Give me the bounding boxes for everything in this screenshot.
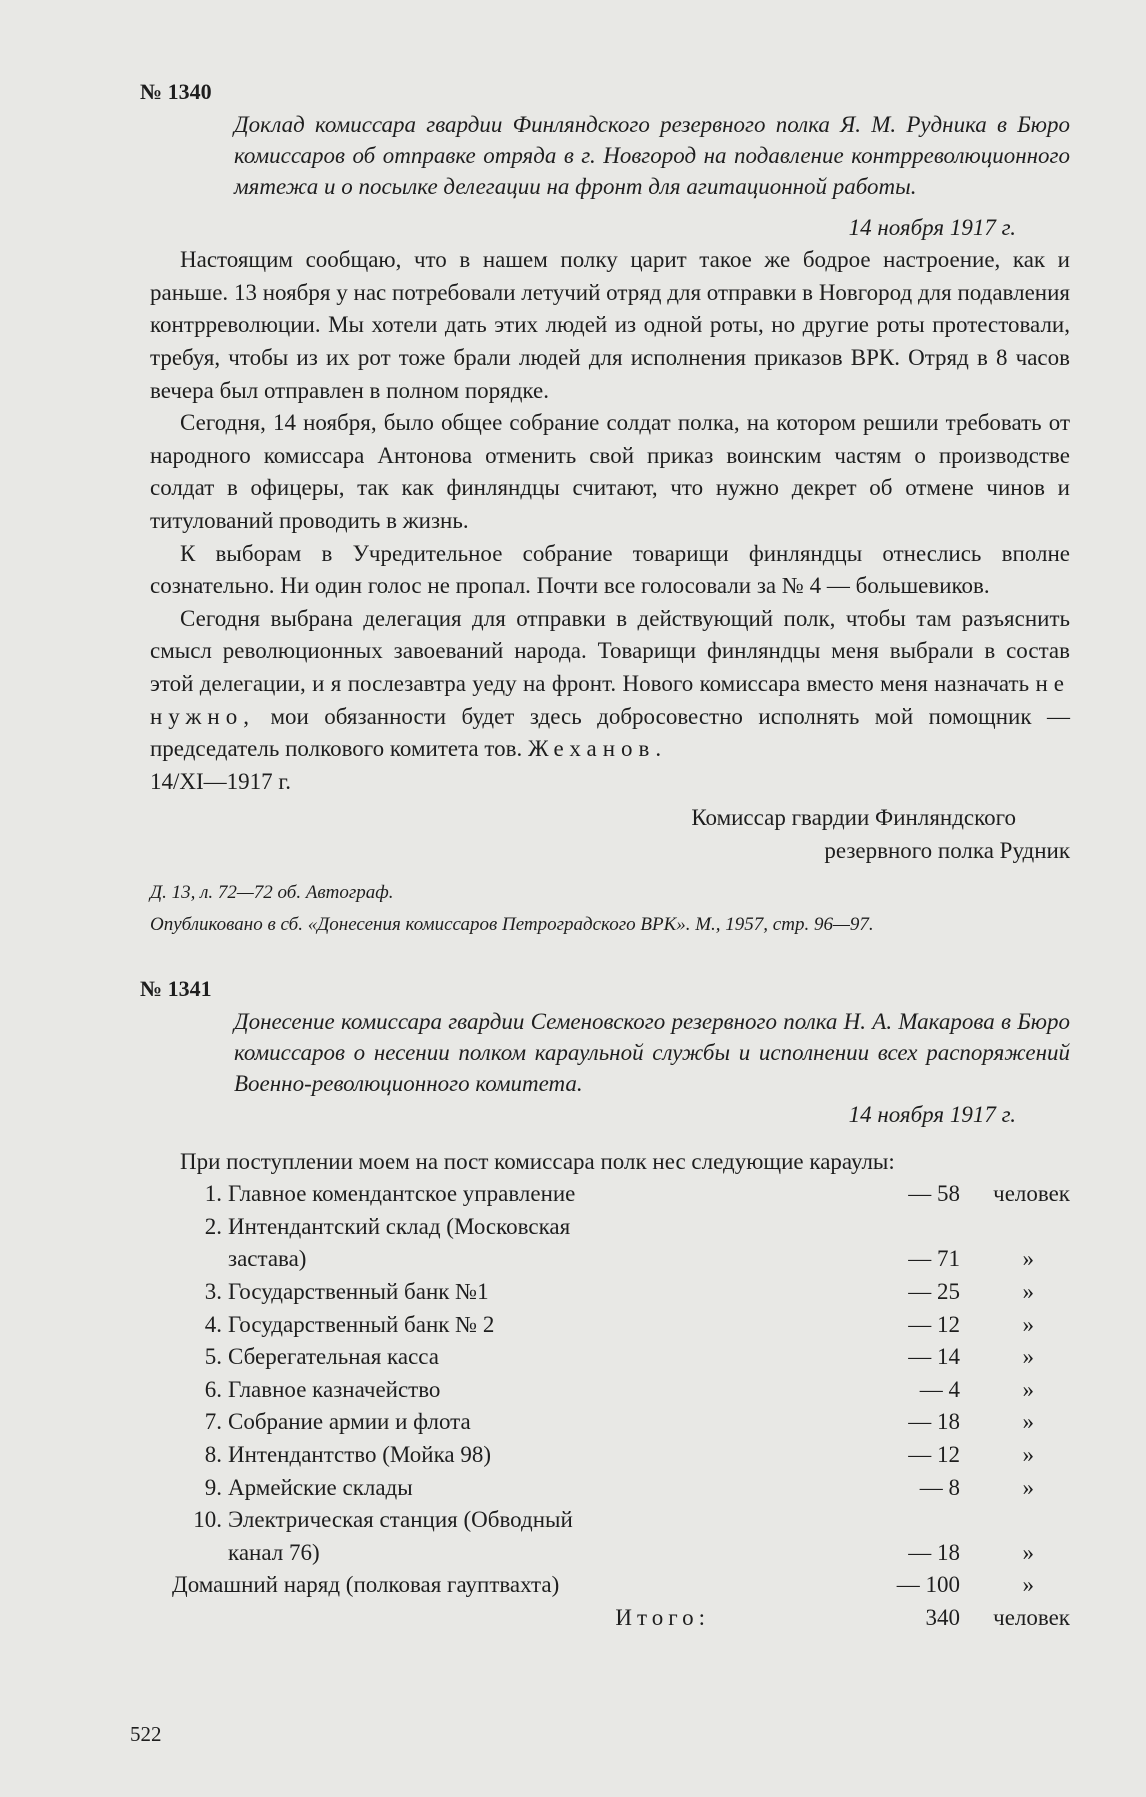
item-label-line	[150, 1178, 710, 1211]
total-unit: человек	[993, 1604, 1070, 1630]
empty	[710, 1504, 960, 1537]
paragraph-text: мои обязанности будет здесь добросовестно исполнять мой помощник — председатель полкового комитета тов.	[150, 703, 1071, 762]
item-unit: »	[1022, 1474, 1034, 1500]
empty	[960, 1504, 1070, 1537]
item-number: 5.	[204, 1344, 222, 1370]
list-item	[150, 1309, 1070, 1342]
empty	[960, 1211, 1070, 1244]
item-unit: »	[1022, 1442, 1034, 1467]
item-number: 10.	[193, 1507, 222, 1533]
item-number: 6.	[204, 1376, 222, 1402]
item-unit: »	[1022, 1376, 1034, 1402]
item-count: — 71	[908, 1246, 960, 1272]
document-number: № 1340	[140, 79, 212, 104]
list-item	[150, 1439, 1070, 1472]
item-label-line	[150, 1439, 710, 1472]
item-count: — 25	[908, 1279, 960, 1305]
item-count: — 8	[919, 1474, 960, 1500]
list-item	[150, 1472, 1070, 1505]
item-count: — 14	[908, 1344, 960, 1370]
document-title: Доклад комиссара гвардии Финляндского резервного полка Я. М. Рудника в Бюро комиссаров об отправке отряда в г. Новгород на подавление контрреволюционного мятежа и о посылке делегации на фронт для агитационной работы.	[234, 111, 1070, 199]
list-item-continuation	[150, 1243, 1070, 1276]
item-number: 4.	[204, 1311, 222, 1337]
document-date: 14 ноября 1917 г.	[848, 214, 1016, 240]
item-label: Интендантский склад (Московская	[228, 1213, 571, 1239]
letter-date: 14/XI—1917 г.	[150, 768, 291, 794]
paragraph: К выборам в Учредительное собрание товарищи финляндцы отнеслись вполне сознательно. Ни один голос не пропал. Почти все голосовали за № 4 — большевиков.	[150, 540, 1070, 599]
item-number: 8.	[204, 1442, 222, 1467]
list-item	[150, 1178, 1070, 1211]
item-label: Государственный банк №1	[228, 1279, 489, 1305]
item-unit: »	[1022, 1246, 1034, 1272]
item-label-line	[150, 1504, 710, 1537]
item-number: 9.	[204, 1474, 222, 1500]
list-item	[150, 1504, 1070, 1537]
empty	[710, 1211, 960, 1244]
signature-line-1: Комиссар гвардии Финляндского	[691, 805, 1016, 831]
item-number: 2.	[204, 1213, 222, 1239]
item-label: Собрание армии и флота	[228, 1409, 471, 1435]
paragraph: Сегодня, 14 ноября, было общее собрание солдат полка, на котором решили требовать от народного комиссара Антонова отменить свой приказ воинским частям о производстве солдат в офицеры, так как финляндцы считают, что нужно декрет об отмене чинов и титулований проводить в жизнь.	[150, 410, 1070, 533]
archive-reference: Д. 13, л. 72—72 об. Автограф.	[150, 882, 394, 904]
document-date: 14 ноября 1917 г.	[848, 1102, 1016, 1128]
item-unit: »	[1022, 1409, 1034, 1435]
signature-line-2: резервного полка Рудник	[824, 837, 1070, 863]
item-label-continuation: канал 76)	[228, 1539, 320, 1565]
item-label: Сберегательная касса	[228, 1344, 439, 1370]
item-label: Электрическая станция (Обводный	[228, 1507, 573, 1533]
item-label: Домашний наряд (полковая гауптвахта)	[172, 1572, 560, 1598]
item-label-line	[150, 1406, 710, 1439]
item-label-continuation: застава)	[228, 1246, 307, 1272]
item-unit: человек	[993, 1181, 1070, 1207]
list-item-continuation	[150, 1537, 1070, 1570]
list-item	[150, 1406, 1070, 1439]
item-count: — 18	[908, 1539, 960, 1565]
list-total	[150, 1602, 1070, 1635]
item-label: Главное комендантское управление	[228, 1181, 576, 1207]
paragraph: Настоящим сообщаю, что в нашем полку царит такое же бодрое настроение, как и раньше. 13 ноября у нас потребовали летучий отряд для отправки в Новгород для подавления контрреволюции. Мы хотели дать этих людей из одной роты, но другие роты протестовали, требуя, чтобы из их рот тоже брали людей для исполнения приказов ВРК. Отряд в 8 часов вечера был отправлен в полном порядке.	[150, 247, 1070, 403]
item-label-line	[150, 1374, 710, 1407]
item-label: Армейские склады	[228, 1474, 413, 1500]
publication-reference: Опубликовано в сб. «Донесения комиссаров Петроградского ВРК». М., 1957, стр. 96—97.	[150, 914, 874, 936]
emphasized-name: Жеханов.	[528, 736, 668, 762]
item-count: — 58	[908, 1181, 960, 1207]
item-count: — 12	[908, 1442, 960, 1467]
item-number: 1.	[204, 1181, 222, 1207]
document-page	[140, 76, 1071, 1635]
item-label: Интендантство (Мойка 98)	[228, 1442, 492, 1467]
paragraph: При поступлении моем на пост комиссара полк нес следующие караулы:	[180, 1148, 895, 1174]
item-count: — 100	[896, 1572, 960, 1598]
item-label-line	[150, 1309, 710, 1342]
list-item	[150, 1341, 1070, 1374]
list-item	[150, 1374, 1070, 1407]
item-count: — 4	[919, 1376, 960, 1402]
item-unit: »	[1022, 1572, 1034, 1598]
emphasized-text: не нужно,	[150, 670, 1070, 729]
item-count: — 18	[908, 1409, 960, 1435]
item-label: Государственный банк № 2	[228, 1311, 495, 1337]
document-number: № 1341	[140, 976, 212, 1002]
list-item	[150, 1276, 1070, 1309]
list-item	[150, 1211, 1070, 1244]
page-number: 522	[130, 1722, 162, 1746]
item-label-line	[150, 1472, 710, 1505]
total-label: Итого:	[615, 1604, 710, 1630]
item-number: 3.	[204, 1279, 222, 1305]
item-number: 7.	[204, 1409, 222, 1435]
list-item-home	[150, 1569, 1070, 1602]
item-unit: »	[1022, 1311, 1034, 1337]
paragraph	[150, 603, 1070, 766]
item-label: Главное казначейство	[228, 1376, 441, 1402]
item-label-line	[150, 1341, 710, 1374]
paragraph-text: Сегодня выбрана делегация для отправки в действующий полк, чтобы там разъяснить смысл революционных завоеваний народа. Товарищи финляндцы меня выбрали в состав этой делегации, и я послезавтра уеду на фронт. Нового комиссара вместо меня назначать	[150, 605, 1070, 696]
item-unit: »	[1022, 1344, 1034, 1370]
document-title: Донесение комиссара гвардии Семеновского резервного полка Н. А. Макарова в Бюро комиссаров о несении полком караульной службы и исполнении всех распоряжений Военно-революционного комитета.	[234, 1009, 1070, 1097]
guard-list	[150, 1178, 1070, 1634]
item-unit: »	[1022, 1539, 1034, 1565]
total-count: 340	[925, 1604, 960, 1630]
item-label-line	[150, 1276, 710, 1309]
item-label-line	[150, 1211, 710, 1244]
item-count: — 12	[908, 1311, 960, 1337]
item-unit: »	[1022, 1279, 1034, 1305]
